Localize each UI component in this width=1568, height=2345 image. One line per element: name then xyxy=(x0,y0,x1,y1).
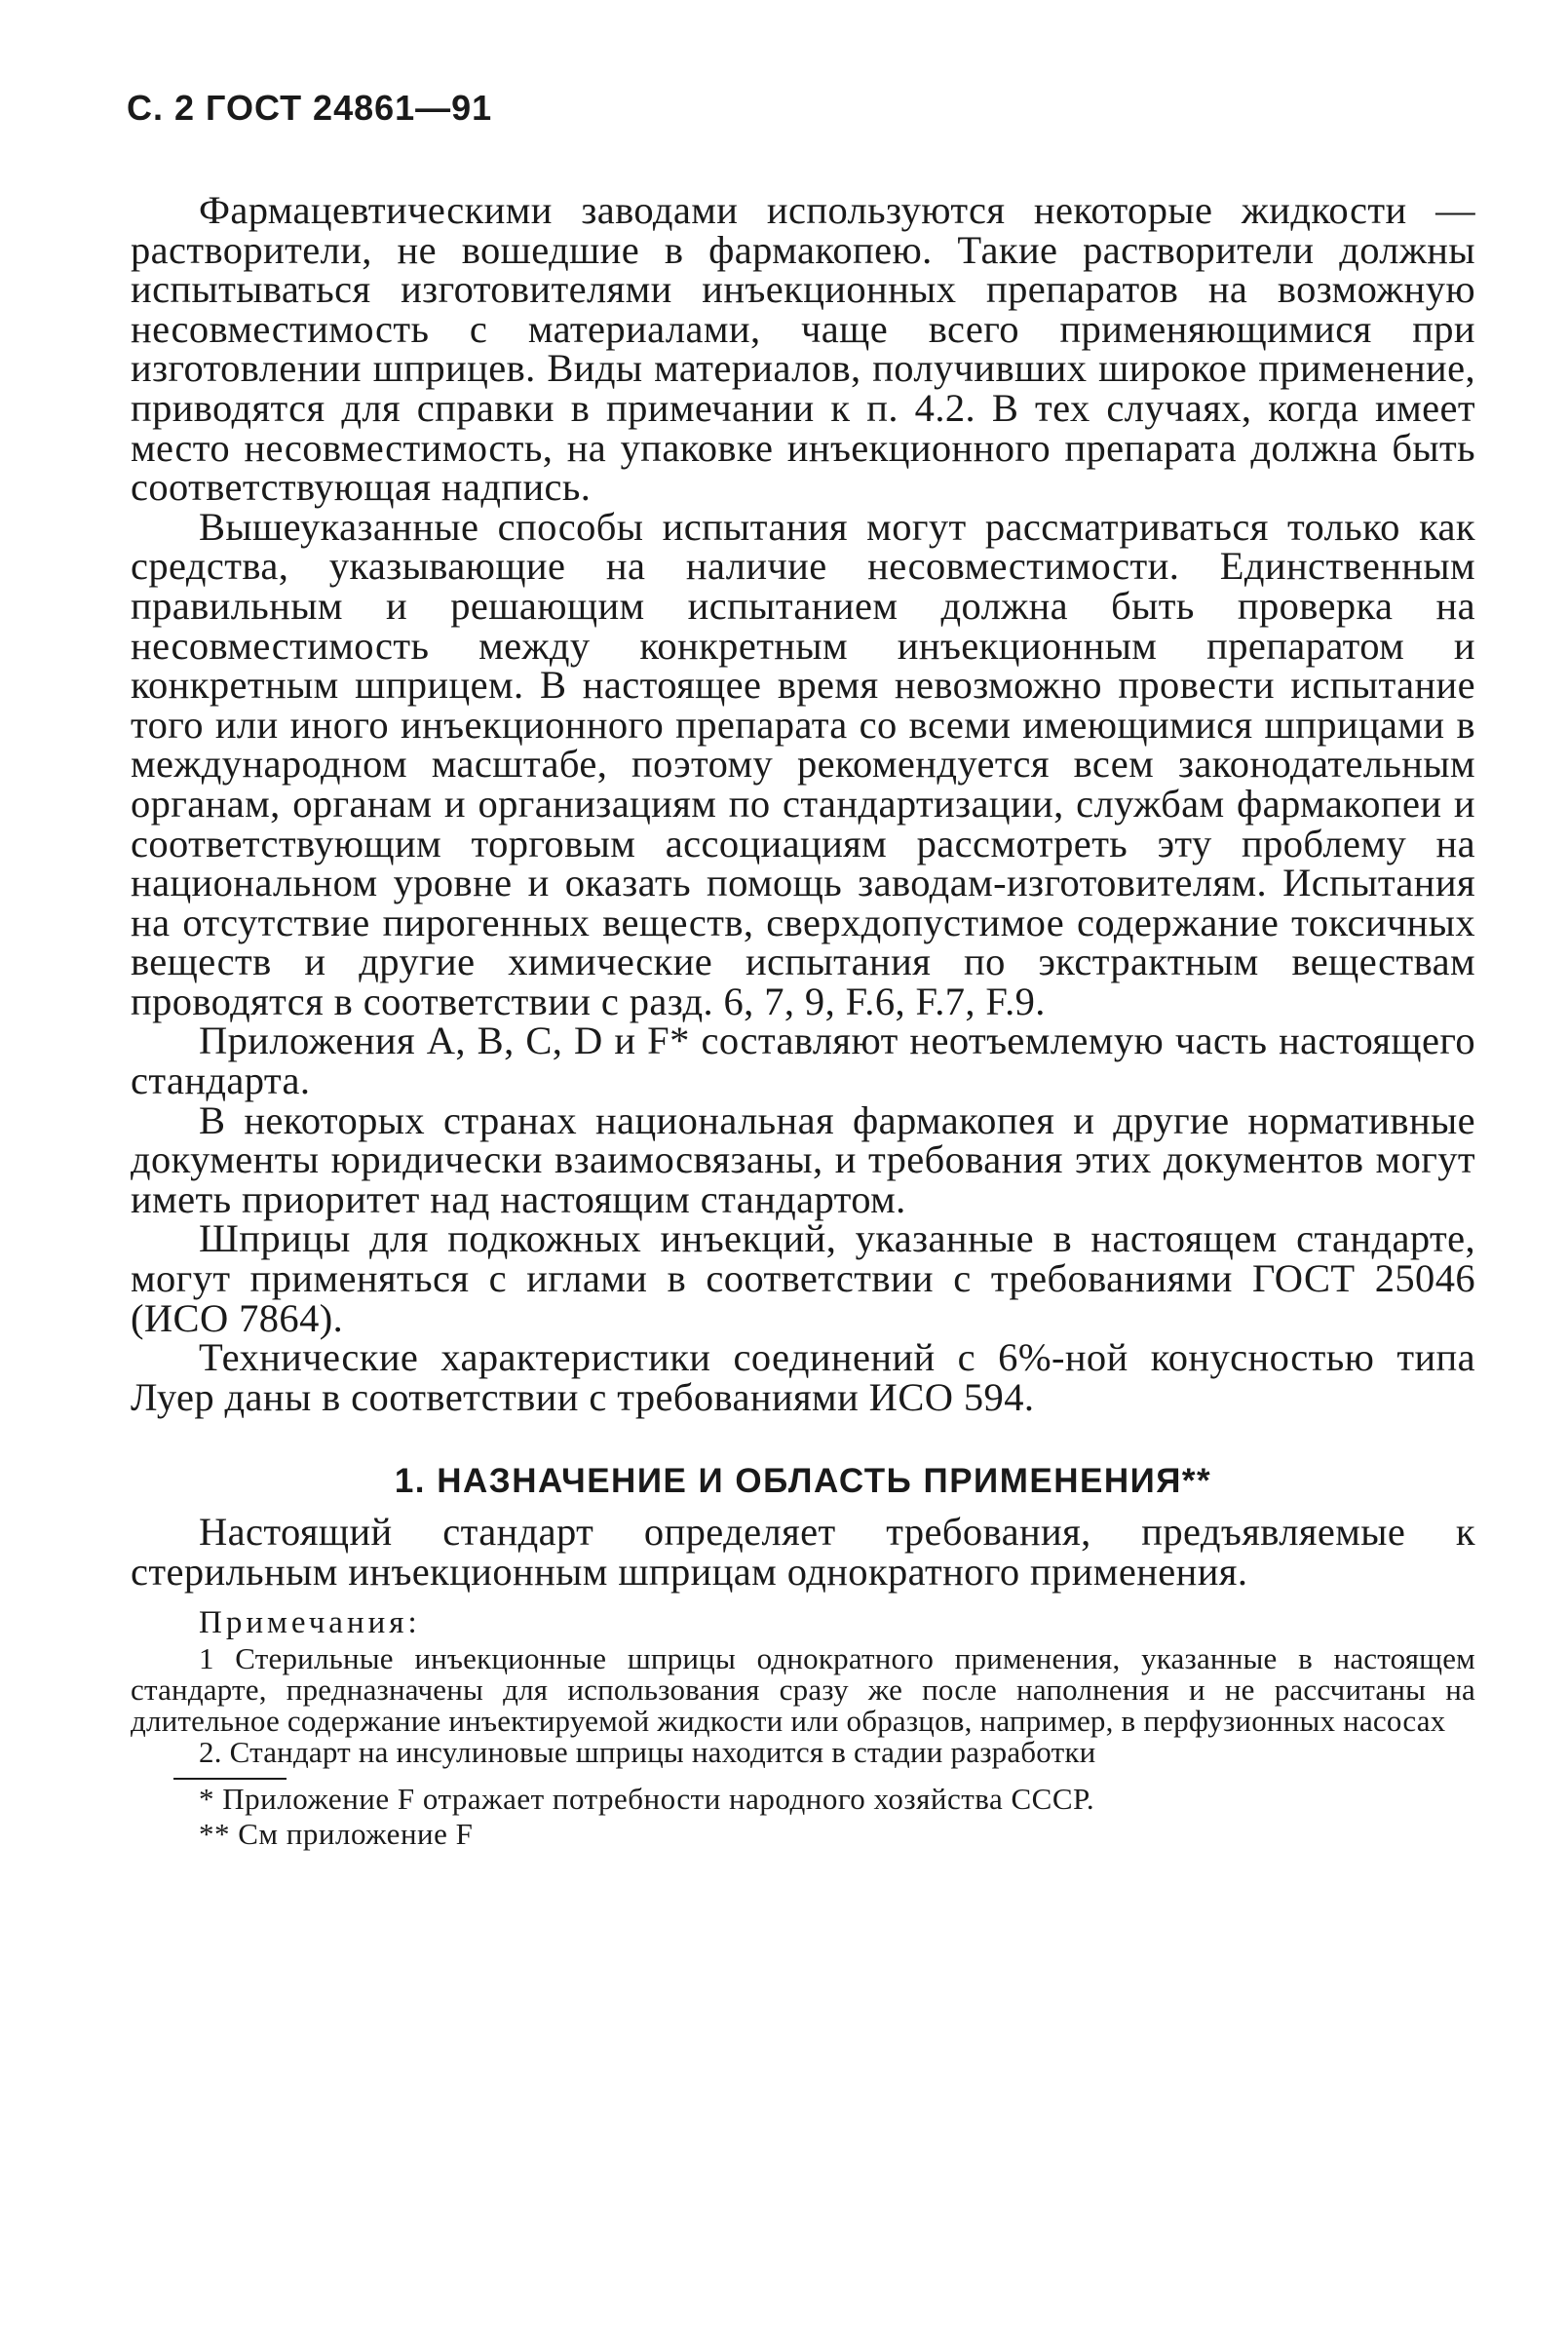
page-header: С. 2 ГОСТ 24861—91 xyxy=(127,88,493,128)
note-item: 1 Стерильные инъекционные шприцы однократного применения, указанные в настоящем стандарте, предназначены для использования сразу же после наполнения и не рассчитаны на длительное содержание инъектируемой жидкости или образцов, например, в перфузионных насосах xyxy=(131,1640,1475,1738)
notes-list xyxy=(131,1640,1475,1769)
paragraph-luer-connections: Технические характеристики соединений с 6%-ной конусностью типа Луер даны в соответствии с требованиями ИСО 594. xyxy=(131,1335,1475,1419)
note-item: 2. Стандарт на инсулиновые шприцы находится в стадии разработки xyxy=(199,1734,1096,1769)
section-paragraph: Настоящий стандарт определяет требования, предъявляемые к стерильным инъекционным шприцам однократного применения. xyxy=(131,1510,1475,1594)
footnote-divider xyxy=(173,1778,287,1780)
notes-heading: Примечания: xyxy=(199,1604,421,1640)
footnotes xyxy=(131,1782,1475,1852)
paragraph-solvents: Фармацевтическими заводами используются некоторые жидкости — растворители, не вошедшие в фармакопею. Такие растворители должны испытываться изготовителями инъекционных препаратов на возможную несовместимость с материалами, чаще всего применяющимися при изготовлении шприцев. Виды материалов, получивших широкое применение, приводятся для справки в примечании к п. 4.2. В тех случаях, когда имеет место несовместимость, на упаковке инъекционного препарата должна быть соответствующая надпись. xyxy=(131,188,1475,510)
paragraph-annexes: Приложения А, В, С, D и F* составляют неотъемлемую часть настоящего стандарта. xyxy=(131,1019,1475,1103)
paragraph-testing-methods: Вышеуказанные способы испытания могут рассматриваться только как средства, указывающие на наличие несовместимости. Единственным правильным и решающим испытанием должна быть проверка на несовместимость между конкретным инъекционным препаратом и конкретным шприцем. В настоящее время невозможно провести испытание того или иного инъекционного препарата со всеми имеющимися шприцами в международном масштабе, поэтому рекомендуется всем законодательным органам, органам и организациям по стандартизации, службам фармакопеи и соответствующим торговым ассоциациям рассмотреть эту проблему на национальном уровне и оказать помощь заводам-изготовителям. Испытания на отсутствие пирогенных веществ, сверхдопустимое содержание токсичных веществ и другие химические испытания по экстрактным веществам проводятся в соответствии с разд. 6, 7, 9, F.6, F.7, F.9. xyxy=(131,504,1475,1023)
section-body xyxy=(131,1510,1475,1594)
document-page xyxy=(127,88,1475,1852)
intro-text xyxy=(131,188,1475,1419)
paragraph-needles: Шприцы для подкожных инъекций, указанные в настоящем стандарте, могут применяться с иглами в соответствии с требованиями ГОСТ 25046 (ИСО 7864). xyxy=(131,1216,1475,1340)
footnote-item: * Приложение F отражает потребности народного хозяйства СССР. xyxy=(199,1781,1095,1816)
section-title: 1. НАЗНАЧЕНИЕ И ОБЛАСТЬ ПРИМЕНЕНИЯ** xyxy=(394,1462,1212,1501)
paragraph-national-pharmacopoeia: В некоторых странах национальная фармакопея и другие нормативные документы юридически взаимосвязаны, и требования этих документов могут иметь приоритет над настоящим стандартом. xyxy=(131,1097,1475,1221)
footnote-item: ** См приложение F xyxy=(199,1816,474,1851)
